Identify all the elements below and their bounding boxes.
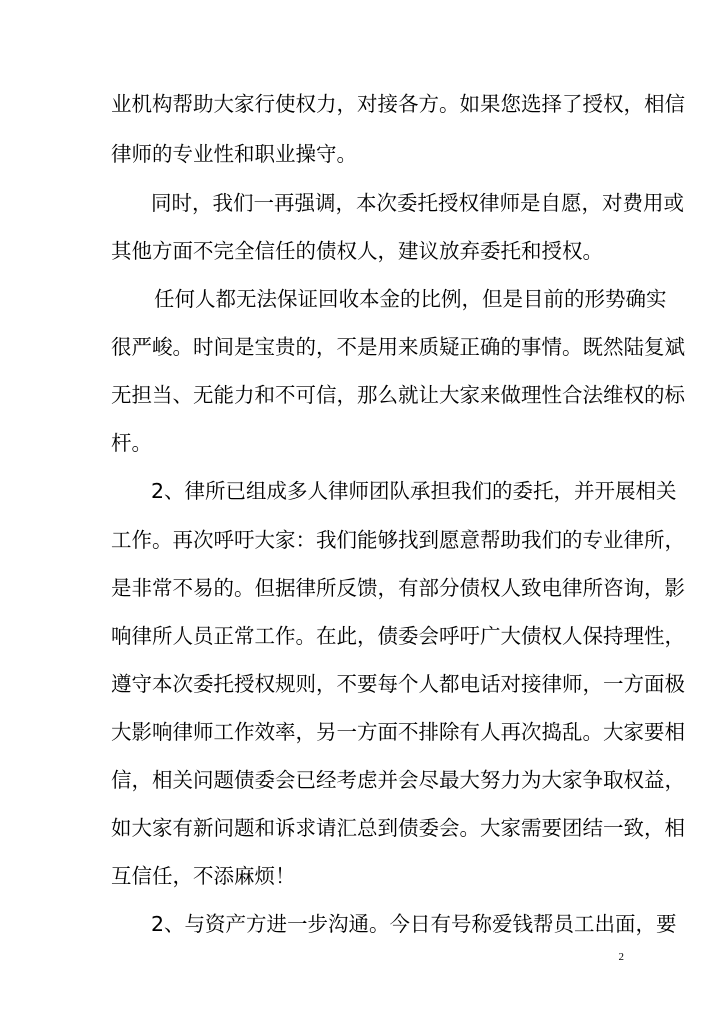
page-number: 2: [618, 951, 624, 963]
text-line-17: 互信任，不添麻烦！: [111, 864, 296, 888]
text-line-7: 无担当、无能力和不可信，那么就让大家来做理性合法维权的标: [111, 383, 685, 407]
text-line-9: 2、律所已组成多人律师团队承担我们的委托，并开展相关: [151, 479, 677, 503]
text-line-11: 是非常不易的。但据律所反馈，有部分债权人致电律所咨询，影: [111, 576, 685, 600]
text-line-3: 同时，我们一再强调，本次委托授权律师是自愿，对费用或: [151, 191, 684, 215]
text-line-5: 任何人都无法保证回收本金的比例，但是目前的形势确实: [154, 287, 667, 311]
text-line-4: 其他方面不完全信任的债权人，建议放弃委托和授权。: [111, 239, 603, 263]
text-line-10: 工作。再次呼吁大家：我们能够找到愿意帮助我们的专业律所，: [111, 528, 685, 552]
text-line-6: 很严峻。时间是宝贵的，不是用来质疑正确的事情。既然陆复斌: [111, 335, 685, 359]
text-line-2: 律师的专业性和职业操守。: [111, 142, 357, 166]
text-line-16: 如大家有新问题和诉求请汇总到债委会。大家需要团结一致，相: [111, 816, 685, 840]
text-line-18: 2、与资产方进一步沟通。今日有号称爱钱帮员工出面，要: [151, 912, 677, 936]
text-line-8: 杆。: [111, 431, 152, 455]
text-line-13: 遵守本次委托授权规则，不要每个人都电话对接律师，一方面极: [111, 672, 685, 696]
text-line-14: 大影响律师工作效率，另一方面不排除有人再次捣乱。大家要相: [111, 720, 685, 744]
text-line-12: 响律所人员正常工作。在此，债委会呼吁广大债权人保持理性，: [111, 624, 685, 648]
text-line-1: 业机构帮助大家行使权力，对接各方。如果您选择了授权，相信: [111, 92, 685, 116]
text-line-15: 信，相关问题债委会已经考虑并会尽最大努力为大家争取权益，: [111, 768, 685, 792]
